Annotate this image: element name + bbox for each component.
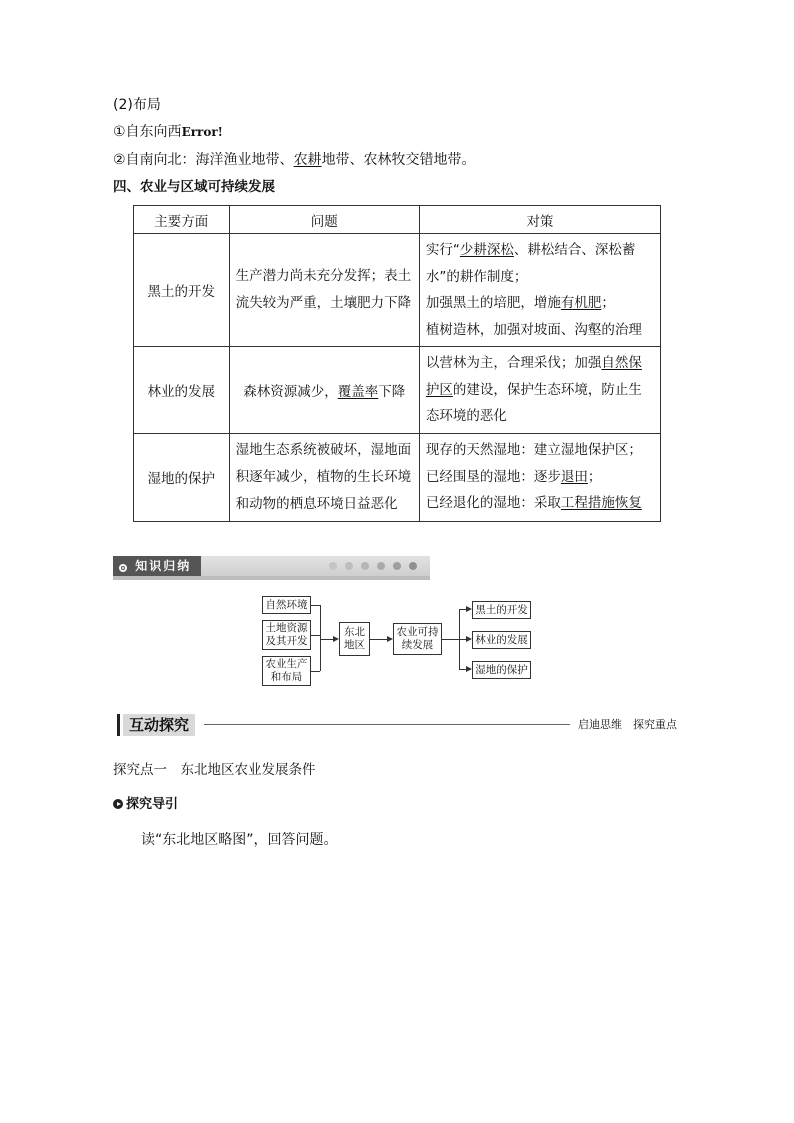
diagram-node-wetland: 湿地的保护 — [472, 661, 531, 679]
explore-guide-label: 探究导引 — [126, 797, 179, 812]
section-divider — [204, 724, 570, 725]
row-problem: 森林资源减少，覆盖率下降 — [229, 347, 419, 434]
section-bar — [117, 714, 120, 736]
row-problem: 生产潜力尚未充分发挥；表土流失较为严重，土壤肥力下降 — [229, 234, 419, 347]
row-measures: 以营林为主，合理采伐；加强自然保护区的建设，保护生态环境，防止生态环境的恶化 — [419, 347, 660, 434]
layout-item-south-north — [113, 150, 476, 170]
layout-item-east-west — [113, 122, 223, 142]
knowledge-tag — [113, 556, 201, 576]
diagram-connector — [311, 635, 320, 636]
diagram-connector — [311, 605, 320, 606]
row-aspect: 林业的发展 — [134, 347, 230, 434]
table-header: 对策 — [419, 206, 660, 234]
dot-icon — [361, 562, 369, 570]
table-header-row — [134, 206, 661, 234]
diagram-connector — [442, 639, 459, 640]
table-header: 主要方面 — [134, 206, 230, 234]
item2-text-c: 地带、农林牧交错地带。 — [321, 152, 476, 168]
table-row — [134, 433, 661, 521]
sustainability-table — [133, 205, 661, 522]
diagram-node-agri-production: 农业生产和布局 — [262, 656, 311, 686]
interactive-subtitle: 启迪思维 探究重点 — [578, 718, 677, 731]
diagram-connector — [320, 639, 333, 640]
diagram-node-black-soil: 黑土的开发 — [472, 601, 531, 619]
dot-icon — [409, 562, 417, 570]
dot-icon — [377, 562, 385, 570]
play-icon — [113, 799, 123, 809]
explore-guide — [113, 795, 178, 815]
diagram-node-sustainable: 农业可持续发展 — [393, 623, 442, 655]
item2-underlined: 农耕 — [293, 152, 322, 168]
table-header: 问题 — [229, 206, 419, 234]
diagram-node-northeast: 东北地区 — [339, 622, 370, 656]
explore-point-title: 探究点一 东北地区农业发展条件 — [113, 762, 316, 778]
diagram-connector — [311, 671, 320, 672]
row-problem: 湿地生态系统被破坏，湿地面积逐年减少，植物的生长环境和动物的栖息环境日益恶化 — [229, 433, 419, 521]
interactive-title: 互动探究 — [123, 714, 195, 736]
dot-icon — [393, 562, 401, 570]
error-text: Error! — [181, 125, 223, 139]
target-icon — [119, 564, 127, 572]
diagram-connector — [459, 639, 466, 640]
diagram-connector — [459, 609, 466, 610]
diagram-connector — [370, 639, 387, 640]
row-aspect: 黑土的开发 — [134, 234, 230, 347]
row-measures: 实行“少耕深松、耕松结合、深松蓄水”的耕作制度； 加强黑土的培肥，增施有机肥； 植树造林，加强对坡面、沟壑的治理 — [419, 234, 660, 347]
knowledge-bar-shadow — [113, 576, 430, 580]
dot-icon — [329, 562, 337, 570]
row-measures: 现存的天然湿地：建立湿地保护区； 已经围垦的湿地：逐步退田； 已经退化的湿地：采取工程措施恢复 — [419, 433, 660, 521]
knowledge-tag-label: 知识归纳 — [135, 559, 192, 573]
explore-instruction: 读“东北地区略图”，回答问题。 — [141, 832, 338, 848]
diagram-node-land-resources: 土地资源及其开发 — [262, 620, 311, 650]
item2-text-a: ②自南向北：海洋渔业地带、 — [113, 152, 294, 168]
diagram-node-natural-env: 自然环境 — [262, 596, 311, 614]
table-row — [134, 347, 661, 434]
layout-heading: (2)布局 — [113, 97, 161, 113]
item1-text: ①自东向西 — [113, 124, 182, 140]
diagram-node-forestry: 林业的发展 — [472, 631, 531, 649]
section4-title: 四、农业与区域可持续发展 — [113, 179, 275, 195]
diagram-connector — [459, 669, 466, 670]
dot-icon — [345, 562, 353, 570]
diagram-connector — [320, 605, 321, 671]
table-row — [134, 234, 661, 347]
row-aspect: 湿地的保护 — [134, 433, 230, 521]
